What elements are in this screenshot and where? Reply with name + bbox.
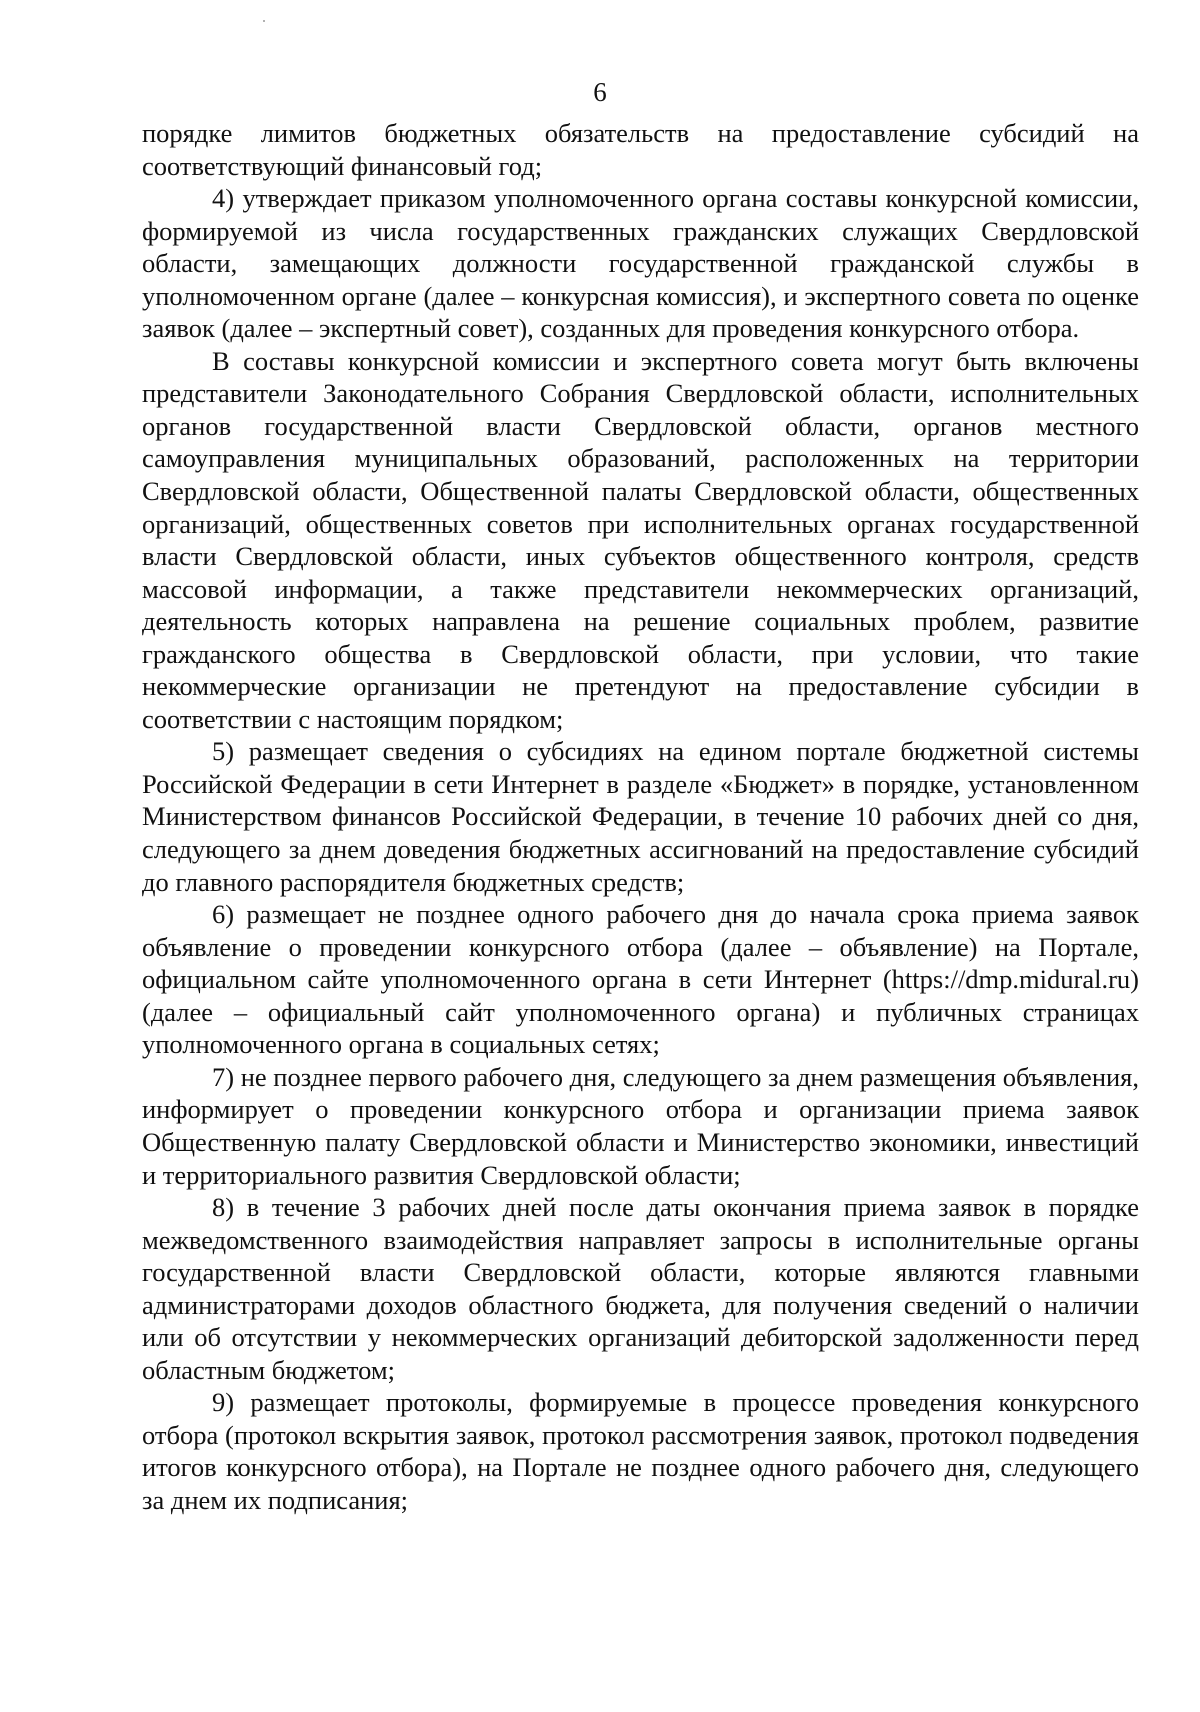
paragraph-item-6: 6) размещает не позднее одного рабочего дня до начала срока приема заявок объявление о проведении конкурсного отбора (далее – объявление) на Портале, официальном сайте уполномоченного органа в сети Интернет (https://dmp.midural.ru) (далее – официальный сайт уполномоченного органа) и публичных страницах уполномоченного органа в социальных сетях; [142, 899, 1139, 1060]
paragraph-item-7: 7) не позднее первого рабочего дня, следующего за днем размещения объявления, информирует о проведении конкурсного отбора и организации приема заявок Общественную палату Свердловской области и Министерство экономики, инвестиций и территориального развития Свердловской области; [142, 1061, 1139, 1190]
paragraph-item-4: 4) утверждает приказом уполномоченного органа составы конкурсной комиссии, формируемой из числа государственных гражданских служащих Свердловской области, замещающих должности государственной гражданской службы в уполномоченном органе (далее – конкурсная комиссия), и экспертного совета по оценке заявок (далее – экспертный совет), созданных для проведения конкурсного отбора. [142, 183, 1139, 344]
page-number: 6 [593, 77, 607, 107]
document-body [142, 117, 1139, 1517]
paragraph-item-8: 8) в течение 3 рабочих дней после даты окончания приема заявок в порядке межведомственного взаимодействия направляет запросы в исполнительные органы государственной власти Свердловской области, которые являются главными администраторами доходов областного бюджета, для получения сведений о наличии или об отсутствии у некоммерческих организаций дебиторской задолженности перед областным бюджетом; [142, 1192, 1139, 1385]
paragraph-commission-composition: В составы конкурсной комиссии и экспертного совета могут быть включены представители Законодательного Собрания Свердловской области, исполнительных органов государственной власти Свердловской области, органов местного самоуправления муниципальных образований, расположенных на территории Свердловской области, Общественной палаты Свердловской области, общественных организаций, общественных советов при исполнительных органах государственной власти Свердловской области, иных субъектов общественного контроля, средств массовой информации, а также представители некоммерческих организаций, деятельность которых направлена на решение социальных проблем, развитие гражданского общества в Свердловской области, при условии, что такие некоммерческие организации не претендуют на предоставление субсидии в соответствии с настоящим порядком; [142, 345, 1139, 734]
scan-artifact [263, 20, 265, 22]
paragraph-continuation: порядке лимитов бюджетных обязательств на предоставление субсидий на соответствующий финансовый год; [142, 118, 1139, 181]
paragraph-item-5: 5) размещает сведения о субсидиях на едином портале бюджетной системы Российской Федерации в сети Интернет в разделе «Бюджет» в порядке, установленном Министерством финансов Российской Федерации, в течение 10 рабочих дней со дня, следующего за днем доведения бюджетных ассигнований на предоставление субсидий до главного распорядителя бюджетных средств; [142, 736, 1139, 897]
paragraph-item-9: 9) размещает протоколы, формируемые в процессе проведения конкурсного отбора (протокол вскрытия заявок, протокол рассмотрения заявок, протокол подведения итогов конкурсного отбора), на Портале не позднее одного рабочего дня, следующего за днем их подписания; [142, 1387, 1139, 1515]
